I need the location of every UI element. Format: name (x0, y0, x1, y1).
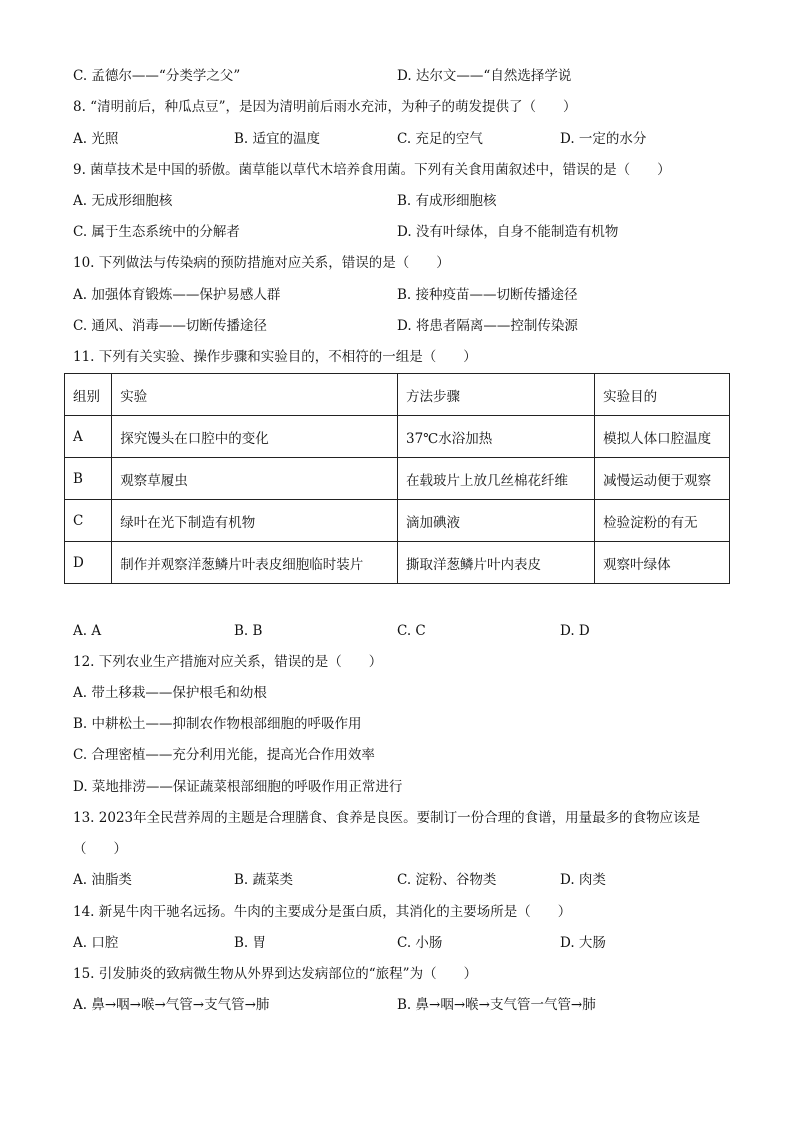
q12-option-a: A. 带土移栽——保护根毛和幼根 (73, 685, 267, 701)
table-row (65, 416, 730, 458)
q13-option-a: A. 油脂类 (73, 872, 132, 888)
q7-option-c: C. 孟德尔——“分类学之父” (73, 68, 241, 84)
q10-option-c: C. 通风、消毒——切断传播途径 (73, 318, 267, 334)
q11-option-a: A. A (73, 623, 102, 639)
q9-stem: 9. 菌草技术是中国的骄傲。菌草能以草代木培养食用菌。下列有关食用菌叙述中，错误的是（ ） (73, 162, 671, 178)
q13-option-b: B. 蔬菜类 (234, 872, 294, 888)
q13-option-c: C. 淀粉、谷物类 (397, 872, 497, 888)
q15-stem: 15. 引发肺炎的致病微生物从外界到达发病部位的“旅程”为（ ） (73, 966, 478, 982)
table-header-row (65, 374, 730, 416)
table-cell: 撕取洋葱鳞片叶内表皮 (397, 542, 594, 584)
table-cell: 观察草履虫 (112, 458, 398, 500)
table-cell: 检验淀粉的有无 (595, 500, 730, 542)
q14-option-c: C. 小肠 (397, 935, 443, 951)
q10-option-d: D. 将患者隔离——控制传染源 (397, 318, 578, 334)
table-cell: 观察叶绿体 (595, 542, 730, 584)
table-cell: B (65, 458, 112, 500)
q15-option-a: A. 鼻→咽→喉→气管→支气管→肺 (73, 997, 270, 1013)
table-cell: 37℃水浴加热 (397, 416, 594, 458)
table-cell: 制作并观察洋葱鳞片叶表皮细胞临时装片 (112, 542, 398, 584)
q11-stem: 11. 下列有关实验、操作步骤和实验目的，不相符的一组是（ ） (73, 349, 477, 365)
q12-option-b: B. 中耕松土——抑制农作物根部细胞的呼吸作用 (73, 716, 362, 732)
table-row (65, 542, 730, 584)
table-cell: 滴加碘液 (397, 500, 594, 542)
q12-option-c: C. 合理密植——充分利用光能，提高光合作用效率 (73, 747, 375, 763)
table-cell: 减慢运动便于观察 (595, 458, 730, 500)
q15-option-b: B. 鼻→咽→喉→支气管一气管→肺 (397, 997, 596, 1013)
q13-stem: 13. 2023年全民营养周的主题是合理膳食、食养是良医。要制订一份合理的食谱，用量最多的食物应该是 (73, 810, 701, 826)
q7-option-d: D. 达尔文——“自然选择学说 (397, 68, 572, 84)
table-header-cell: 方法步骤 (397, 374, 594, 416)
table-cell: A (65, 416, 112, 458)
q10-option-b: B. 接种疫苗——切断传播途径 (397, 287, 578, 303)
table-header-cell: 实验 (112, 374, 398, 416)
table-cell: D (65, 542, 112, 584)
q8-option-a: A. 光照 (73, 131, 119, 147)
q14-option-a: A. 口腔 (73, 935, 119, 951)
table-cell: 探究馒头在口腔中的变化 (112, 416, 398, 458)
table-cell: 在载玻片上放几丝棉花纤维 (397, 458, 594, 500)
q13-stem-continuation: （ ） (73, 841, 127, 857)
table-cell: 绿叶在光下制造有机物 (112, 500, 398, 542)
q11-option-d: D. D (560, 623, 590, 639)
q14-option-d: D. 大肠 (560, 935, 606, 951)
q14-stem: 14. 新晃牛肉干驰名远扬。牛肉的主要成分是蛋白质，其消化的主要场所是（ ） (73, 904, 572, 920)
q8-stem: 8. “清明前后，种瓜点豆”，是因为清明前后雨水充沛，为种子的萌发提供了（ ） (73, 99, 577, 115)
q12-option-d: D. 菜地排涝——保证蔬菜根部细胞的呼吸作用正常进行 (73, 779, 403, 795)
q10-stem: 10. 下列做法与传染病的预防措施对应关系，错误的是（ ） (73, 255, 450, 271)
table-row (65, 500, 730, 542)
q14-option-b: B. 胃 (234, 935, 267, 951)
q10-option-a: A. 加强体育锻炼——保护易感人群 (73, 287, 281, 303)
table-cell: 模拟人体口腔温度 (595, 416, 730, 458)
q8-option-c: C. 充足的空气 (397, 131, 483, 147)
q9-option-c: C. 属于生态系统中的分解者 (73, 224, 240, 240)
q13-option-d: D. 肉类 (560, 872, 606, 888)
q9-option-b: B. 有成形细胞核 (397, 193, 497, 209)
table-header-cell: 组别 (65, 374, 112, 416)
q11-option-b: B. B (234, 623, 263, 639)
q8-option-b: B. 适宜的温度 (234, 131, 321, 147)
table-row (65, 458, 730, 500)
q11-table (64, 373, 730, 584)
table-header-cell: 实验目的 (595, 374, 730, 416)
q9-option-a: A. 无成形细胞核 (73, 193, 173, 209)
table-cell: C (65, 500, 112, 542)
q9-option-d: D. 没有叶绿体，自身不能制造有机物 (397, 224, 619, 240)
q11-option-c: C. C (397, 623, 426, 639)
q8-option-d: D. 一定的水分 (560, 131, 647, 147)
q12-stem: 12. 下列农业生产措施对应关系，错误的是（ ） (73, 654, 383, 670)
